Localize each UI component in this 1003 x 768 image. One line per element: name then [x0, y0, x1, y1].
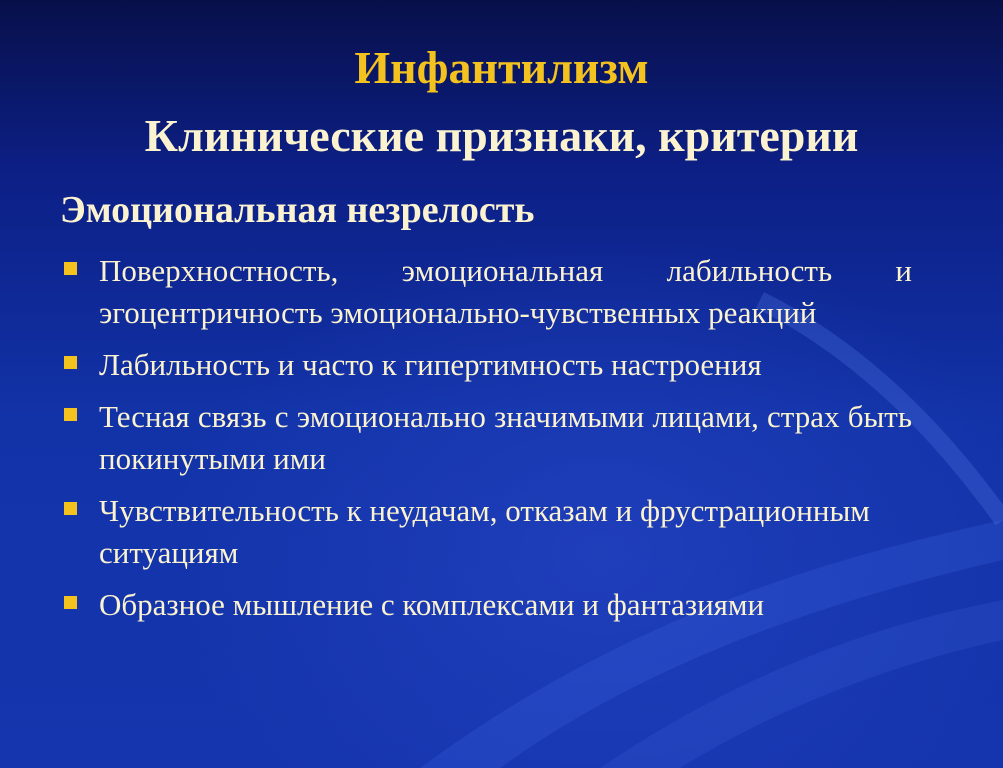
slide-subtitle: Клинические признаки, критерии — [144, 110, 859, 161]
yellow-square-bullet-icon — [64, 356, 77, 369]
yellow-square-bullet-icon — [64, 408, 77, 421]
bullet-item — [62, 584, 912, 626]
bullet-item — [62, 344, 912, 386]
bullet-item — [62, 250, 912, 334]
bullet-text: Образное мышление с комплексами и фантазиями — [99, 587, 765, 622]
bullet-text: Тесная связь с эмоционально значимыми лицами, страх быть покинутыми ими — [99, 399, 912, 476]
yellow-square-bullet-icon — [64, 262, 77, 275]
bullet-list — [62, 250, 912, 636]
yellow-square-bullet-icon — [64, 596, 77, 609]
bullet-text: Чувствительность к неудачам, отказам и фрустрационным ситуациям — [99, 493, 870, 570]
bullet-item — [62, 396, 912, 480]
slide-title: Инфантилизм — [354, 42, 649, 93]
bullet-text: Поверхностность, эмоциональная лабильность и эгоцентричность эмоционально-чувственных реакций — [99, 253, 912, 330]
bullet-text: Лабильность и часто к гипертимность настроения — [99, 347, 762, 382]
bullet-item — [62, 490, 912, 574]
yellow-square-bullet-icon — [64, 502, 77, 515]
section-heading: Эмоциональная незрелость — [60, 189, 535, 231]
